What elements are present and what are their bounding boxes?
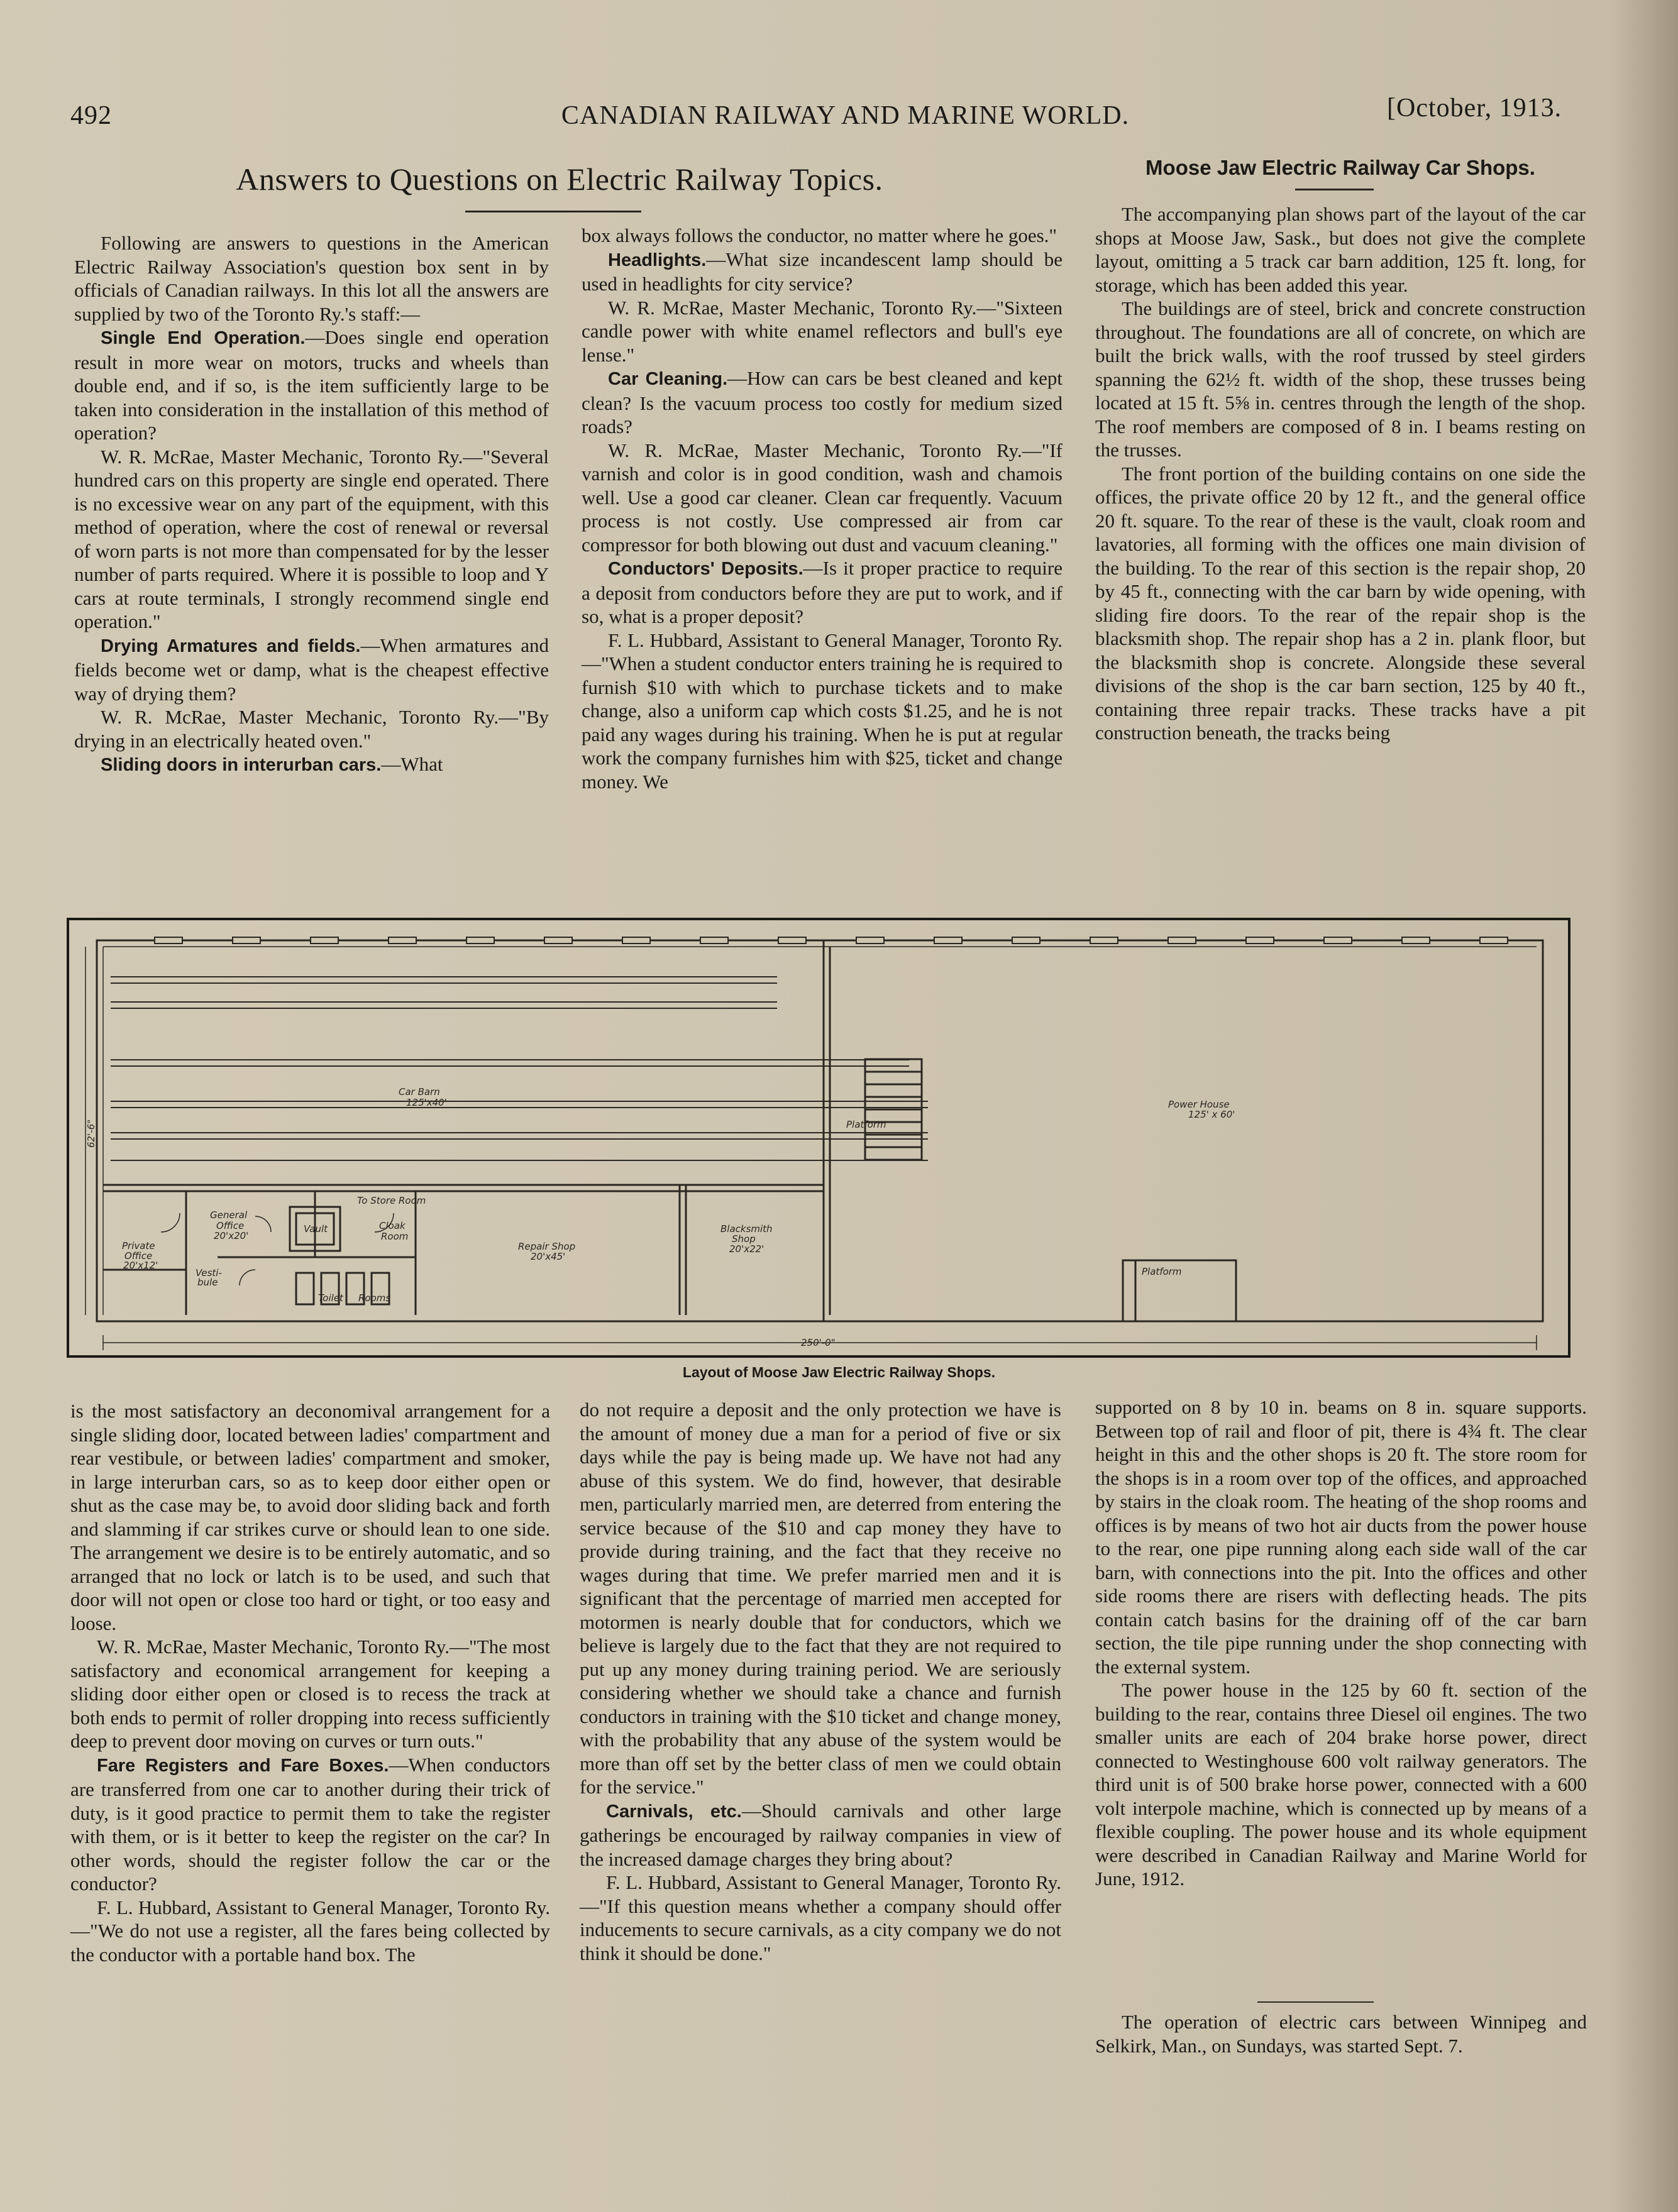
- paragraph-text: box always follows the conductor, no matter where he goes.": [582, 224, 1057, 246]
- plan-window: [1090, 937, 1118, 944]
- plan-label-toilet-2: Rooms: [358, 1292, 391, 1304]
- paragraph-text: supported on 8 by 10 in. beams on 8 in. square supports. Between top of rail and floor of pit, there is 4¾ ft. The clear height in this and the other shops is 20 ft. The store room for the shops is in a room over top of the offices, and approached by stairs in the cloak room. The heating of the shop rooms and offices is by means of two hot air ducts from the power house to the rear, one pipe running along each side wall of the car barn, with connections into the pit. Into the offices and other side rooms there are risers with deflecting heads. The pits contain catch basins for the draining off of the car barn section, the tile pipe running under the shop connecting with the external system.: [1095, 1396, 1587, 1678]
- paragraph-text: do not require a deposit and the only protection we have is the amount of money due a man for a period of five or six days while the pay is being made up. We have not had any abuse of this system. We do find, however, that desirable men, particularly married men, are deterred from entering the service because of the $10 and cap money they have to provide during training, and the fact that they receive no wages during that time. We prefer married men and it is significant that the percentage of married men accepted for motormen is nearly double that for conductors, which we believe is largely due to the fact that they are not required to put up any money during training period. We are seriously considering whether we should take a chance and furnish conductors in training with the $10 ticket and change money, with the probability that any abuse of the system would be more than off set by the better class of men we could obtain for the service.": [580, 1399, 1061, 1798]
- paragraph: [74, 445, 549, 634]
- paragraph: [1095, 462, 1586, 745]
- plan-window: [544, 937, 572, 944]
- paragraph: [582, 629, 1063, 794]
- plan-window: [1246, 937, 1274, 944]
- run-in-heading: Sliding doors in interurban cars.: [101, 755, 382, 775]
- plan-window: [233, 937, 260, 944]
- plan-label-blacksmith: Blacksmith: [720, 1223, 773, 1235]
- plan-window: [934, 937, 962, 944]
- plan-label-repair-shop: Repair Shop: [518, 1241, 576, 1252]
- paragraph-text: The power house in the 125 by 60 ft. section of the building to the rear, contains three Diesel oil engines. The two smaller units are each of 204 brake horse power, direct connected to Westinghouse 600 volt railway generators. The third unit is of 500 brake horse power, connected with a 600 volt interpole machine, which is connected up by means of a flexible coupling. The power house and its whole equipment were described in Canadian Railway and Marine World for June, 1912.: [1095, 1679, 1587, 1890]
- paragraph-text: W. R. McRae, Master Mechanic, Toronto Ry.—"By drying in an electrically heated oven.": [74, 706, 549, 752]
- paragraph: [1095, 1395, 1587, 1678]
- paragraph: [70, 1896, 550, 1967]
- plan-label-repair-shop-dim: 20'x45': [531, 1251, 566, 1262]
- run-in-heading: Drying Armatures and fields.: [101, 636, 361, 656]
- paragraph-text: W. R. McRae, Master Mechanic, Toronto Ry.—"The most satisfactory and economical arrangement for keeping a sliding door either open or closed is to recess the track at both ends to permit of roller dropping into recess sufficiently deep to prevent door moving on curves or turn outs.": [70, 1636, 550, 1752]
- paragraph: [70, 1635, 550, 1753]
- run-in-heading: Conductors' Deposits.: [608, 559, 803, 579]
- plan-label-private-office-2: Office: [124, 1250, 153, 1262]
- page-number: 492: [70, 101, 112, 130]
- plan-label-blacksmith-2: Shop: [732, 1233, 756, 1245]
- column-3-top: [1095, 202, 1586, 745]
- paragraph-text: —When armatures and fields become wet or damp, what is the cheapest effective way of drying them?: [74, 634, 549, 705]
- floor-plan-drawing: [67, 918, 1570, 1358]
- run-in-heading: Carnivals, etc.: [606, 1801, 742, 1822]
- paragraph: [1095, 297, 1586, 462]
- run-in-heading: Headlights.: [608, 250, 707, 270]
- paragraph-text: —Should carnivals and other large gatherings be encouraged by railway companies in view of the increased damage charges they bring about?: [580, 1799, 1062, 1870]
- paragraph-text: —What size incandescent lamp should be used in headlights for city service?: [582, 248, 1063, 295]
- plan-label-car-barn: Car Barn: [399, 1086, 440, 1098]
- paragraph-text: F. L. Hubbard, Assistant to General Manager, Toronto Ry.—"If this question means whether a company should offer inducements to secure carnivals, as a city company we do not think it should be done.": [580, 1871, 1061, 1964]
- paragraph-text: The accompanying plan shows part of the layout of the car shops at Moose Jaw, Sask., but does not give the complete layout, omitting a 5 track car barn addition, 125 ft. long, for storage, which has been added this year.: [1095, 203, 1586, 296]
- paragraph-text: is the most satisfactory an deconomival arrangement for a single sliding door, located between ladies' compartment and rear vestibule, or between ladies' compartment and smoker, in large interurban cars, so as to keep door either open or shut as the case may be, to avoid door sliding back and forth and slamming if car strikes curve or should lean to one side. The arrangement we desire is to be entirely automatic, and so arranged that no lock or latch is to be used, and such that door will not open or close too hard or tight, or too easy and loose.: [70, 1400, 550, 1634]
- paragraph: [580, 1871, 1061, 1965]
- paragraph-text: —Does single end operation result in more wear on motors, trucks and wheels than double end, and if so, is the item sufficiently large to be taken into consideration in the installation of this method of operation?: [74, 326, 549, 444]
- plan-label-side-dim: 62'-6": [86, 1119, 97, 1148]
- column-3-bottom: [1095, 1395, 1587, 1891]
- side-article-headline: Moose Jaw Electric Railway Car Shops.: [1145, 156, 1535, 179]
- paragraph: [74, 634, 549, 706]
- run-in-heading: Fare Registers and Fare Boxes.: [97, 1755, 389, 1776]
- plan-label-power-house-dim: 125' x 60': [1188, 1109, 1235, 1120]
- paragraph: [582, 366, 1063, 439]
- paragraph-text: —What: [381, 753, 443, 775]
- paragraph-text: F. L. Hubbard, Assistant to General Manager, Toronto Ry.—"When a student conductor enters training he is required to furnish $10 with which to purchase tickets and to make change, also a uniform cap which costs $1.25, and he is not paid any wages during his training. When he is put at regular work the company furnishes him with $25, ticket and change money. We: [582, 629, 1063, 793]
- column-2-top: [582, 224, 1063, 793]
- paragraph-text: —When conductors are transferred from one car to another during their trick of duty, is it good practice to permit them to take the register with them, or is it better to keep the register on the car? In other words, should the register follow the car or the conductor?: [70, 1753, 550, 1895]
- paragraph-text: W. R. McRae, Master Mechanic, Toronto Ry.—"Several hundred cars on this property are single end operated. There is no excessive wear on any part of the equipment, with this method of operation, where the cost of renewal or reversal of worn parts is not more than compensated for by the lesser number of parts required. Where it is possible to loop and Y cars at route terminals, I strongly recommend single end operation.": [74, 445, 549, 632]
- plan-label-general-office-dim: 20'x20': [214, 1230, 249, 1241]
- journal-title: CANADIAN RAILWAY AND MARINE WORLD.: [561, 101, 1130, 130]
- paragraph: [1095, 1678, 1587, 1891]
- paragraph-text: —Is it proper practice to require a deposit from conductors before they are put to work, and if so, what is a proper deposit?: [582, 557, 1063, 627]
- plan-window: [1402, 937, 1430, 944]
- paragraph-text: F. L. Hubbard, Assistant to General Manager, Toronto Ry.—"We do not use a register, all the fares being collected by the conductor with a portable hand box. The: [70, 1896, 550, 1966]
- side-headline-rule: [1295, 189, 1374, 190]
- paragraph: [582, 439, 1063, 557]
- plan-label-platform-bottom: Platform: [1142, 1266, 1182, 1277]
- paragraph: [70, 1399, 550, 1635]
- plan-label-cloak-room: Cloak: [379, 1220, 406, 1231]
- plan-label-toilet: Toilet: [318, 1292, 343, 1304]
- run-in-heading: Single End Operation.: [101, 328, 306, 348]
- run-in-heading: Car Cleaning.: [608, 369, 728, 389]
- plan-window: [1012, 937, 1040, 944]
- paragraph: [74, 705, 549, 752]
- floor-plan-figure: [67, 918, 1570, 1358]
- note-paragraph: The operation of electric cars between Winnipeg and Selkirk, Man., on Sundays, was started Sept. 7.: [1095, 2011, 1587, 2057]
- paragraph-text: W. R. McRae, Master Mechanic, Toronto Ry.—"If varnish and color is in good condition, wash and chamois well. Use a good car cleaner. Clean car frequently. Vacuum process is not costly. Use compressed air from car compressor for both blowing out dust and vacuum cleaning.": [582, 439, 1063, 556]
- plan-window: [389, 937, 416, 944]
- plan-window: [1480, 937, 1508, 944]
- plan-label-blacksmith-dim: 20'x22': [729, 1243, 764, 1255]
- plan-label-vestibule-2: bule: [197, 1277, 218, 1288]
- paragraph-text: —How can cars be best cleaned and kept clean? Is the vacuum process too costly for medium sized roads?: [582, 367, 1063, 437]
- plan-label-overall-dim: 250'-0": [801, 1337, 836, 1348]
- paragraph: [74, 752, 549, 778]
- figure-caption: Layout of Moose Jaw Electric Railway Shops.: [682, 1364, 996, 1380]
- paragraph-text: The buildings are of steel, brick and concrete construction throughout. The foundations are all of concrete, on which are built the brick walls, with the roof trussed by steel girders spanning the 62½ ft. width of the shop, these trusses being located at 15 ft. 5⅝ in. centres through the length of the shop. The roof members are composed of 8 in. I beams resting on the trusses.: [1095, 297, 1586, 461]
- paragraph: [74, 231, 549, 326]
- note-rule: [1257, 2001, 1374, 2003]
- paragraph: [582, 556, 1063, 629]
- plan-label-general-office: General: [210, 1209, 248, 1221]
- plan-label-car-barn-dim: 125'x40': [406, 1097, 447, 1108]
- plan-label-vault: Vault: [304, 1223, 328, 1235]
- paragraph: [582, 224, 1063, 248]
- plan-window: [311, 937, 338, 944]
- plan-label-cloak-room-2: Room: [381, 1231, 409, 1242]
- column-2-bottom: [580, 1398, 1061, 1965]
- plan-window: [622, 937, 650, 944]
- plan-label-platform-top: Platform: [846, 1119, 886, 1130]
- plan-window: [466, 937, 494, 944]
- article-headline: Answers to Questions on Electric Railway Topics.: [236, 162, 883, 197]
- column-1-top: [74, 231, 549, 778]
- paragraph: [582, 296, 1063, 367]
- plan-label-private-office-dim: 20'x12': [123, 1260, 158, 1271]
- paragraph: [580, 1799, 1061, 1871]
- paragraph-text: W. R. McRae, Master Mechanic, Toronto Ry.—"Sixteen candle power with white enamel reflectors and bull's eye lense.": [582, 296, 1063, 366]
- plan-label-private-office: Private: [122, 1240, 155, 1252]
- headline-rule: [465, 211, 641, 212]
- column-1-bottom: [70, 1399, 550, 1966]
- paragraph-text: Following are answers to questions in the American Electric Railway Association's question box sent in by officials of Canadian railways. In this lot all the answers are supplied by two of the Toronto Ry.'s staff:—: [74, 232, 549, 325]
- plan-label-store-room: To Store Room: [357, 1195, 426, 1206]
- plan-label-vestibule: Vesti-: [196, 1267, 222, 1279]
- paragraph-text: The front portion of the building contains on one side the offices, the private office 20 by 12 ft., and the general office 20 ft. square. To the rear of these is the vault, cloak room and lavatories, all forming with the offices one main division of the building. To the rear of this section is the repair shop, 20 by 45 ft., connecting with the car barn by wide opening, with sliding fire doors. To the rear of the repair shop is the blacksmith shop. The repair shop has a 2 in. plank floor, but the blacksmith shop is concrete. Alongside these several divisions of the shop is the car barn section, 125 by 40 ft., containing three repair tracks. These tracks have a pit construction beneath, the tracks being: [1095, 462, 1586, 744]
- plan-window: [1168, 937, 1196, 944]
- plan-window: [1324, 937, 1352, 944]
- column-3-note: [1095, 2010, 1587, 2057]
- plan-label-power-house: Power House: [1168, 1099, 1230, 1110]
- plan-window: [700, 937, 728, 944]
- issue-date: [October, 1913.: [1387, 94, 1562, 123]
- plan-window: [155, 937, 182, 944]
- plan-window: [856, 937, 884, 944]
- paragraph: [74, 326, 549, 445]
- paragraph: [580, 1398, 1061, 1799]
- plan-label-general-office-2: Office: [216, 1220, 245, 1231]
- paragraph: [1095, 202, 1586, 297]
- plan-window: [778, 937, 806, 944]
- paragraph: [70, 1753, 550, 1896]
- paragraph: [582, 248, 1063, 296]
